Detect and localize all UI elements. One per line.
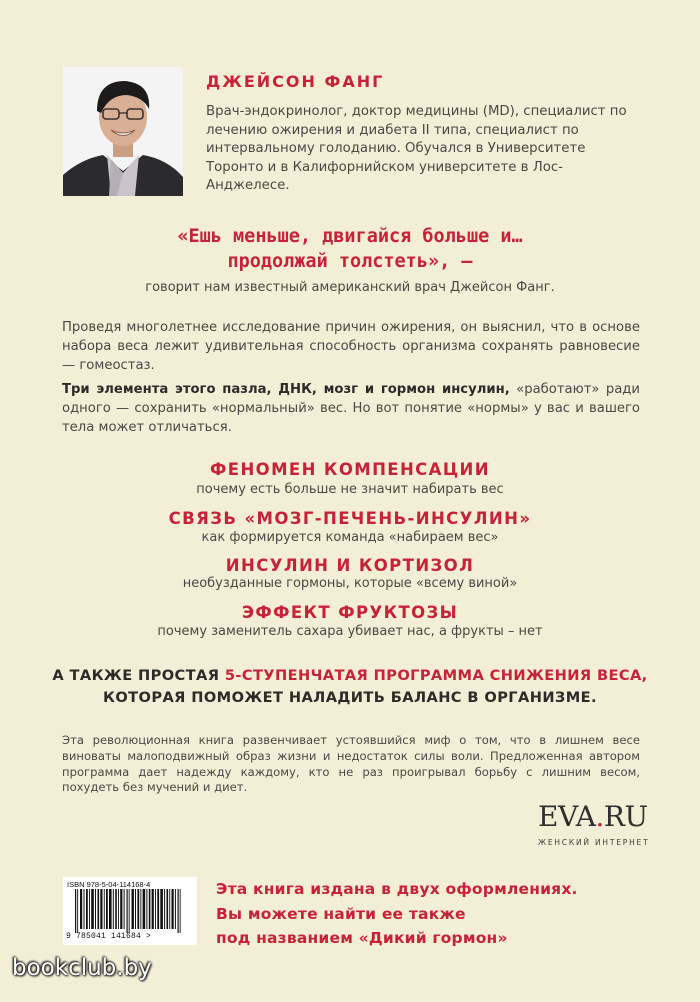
cta-highlight: 5-СТУПЕНЧАТАЯ ПРОГРАММА СНИЖЕНИЯ ВЕСА, xyxy=(224,667,648,684)
topic-title: ЭФФЕКТ ФРУКТОЗЫ xyxy=(241,603,459,622)
topic-subtitle: почему есть больше не значит набирать вес xyxy=(196,482,504,497)
cta-line-1 xyxy=(40,667,660,684)
book-description: Эта революционная книга развенчивает устоявшийся миф о том, что в лишнем весе виноваты малоподвижный образ жизни и недостаток силы воли. Предложенная автором программа дает надежду каждому, кто не раз проигрывал борьбу с лишним весом, похудеть без мучений и диет. xyxy=(62,733,640,795)
edition-note-line: Эта книга издана в двух оформлениях. xyxy=(216,880,578,898)
quote-line-2: продолжай толстеть», — xyxy=(227,251,473,272)
topic-subtitle: необузданные гормоны, которые «всему виной» xyxy=(182,576,518,591)
paragraph-elements xyxy=(62,381,640,437)
eva-ru-tagline: ЖЕНСКИЙ ИНТЕРНЕТ xyxy=(538,838,650,847)
topic-subtitle: как формируется команда «набираем вес» xyxy=(201,530,499,545)
author-bio: Врач-эндокринолог, доктор медицины (MD), специалист по лечению ожирения и диабета II типа, специалист по интервальному голоданию. Обучался в Университете Торонто и в Калифорнийском университете в Лос-Анджелесе. xyxy=(206,104,627,194)
cta-part1: А ТАКЖЕ ПРОСТАЯ xyxy=(52,667,225,684)
quote xyxy=(60,224,640,274)
eva-ru-logo: EVA.RU xyxy=(538,800,648,833)
topic-title: ФЕНОМЕН КОМПЕНСАЦИИ xyxy=(210,460,490,479)
quote-line-1: «Ешь меньше, двигайся больше и… xyxy=(177,226,523,247)
edition-note-line: Вы можете найти ее также xyxy=(216,905,466,923)
isbn-number: ISBN 978-5-04-114168-4 xyxy=(67,880,151,889)
author-photo xyxy=(63,67,183,196)
author-name: ДЖЕЙСОН ФАНГ xyxy=(206,72,385,91)
edition-note-line: под названием «Дикий гормон» xyxy=(216,929,508,947)
topic-title: СВЯЗЬ «МОЗГ-ПЕЧЕНЬ-ИНСУЛИН» xyxy=(168,509,532,528)
topic-title: ИНСУЛИН И КОРТИЗОЛ xyxy=(225,556,475,575)
paragraph-elements-rest: «работают» ради одного — сохранить «нормальный» вес. Но вот понятие «нормы» у вас и вашего тела может отличаться. xyxy=(62,382,640,435)
topic-subtitle: почему заменитель сахара убивает нас, а фрукты – нет xyxy=(157,624,543,639)
quote-attribution: говорит нам известный американский врач Джейсон Фанг. xyxy=(145,280,555,295)
watermark: bookclub.by xyxy=(12,955,152,981)
barcode-digits: 9 785041 141684 > xyxy=(66,932,152,941)
paragraph-research: Проведя многолетнее исследование причин ожирения, он выяснил, что в основе набора веса лежит удивительная способность организма сохранять равновесие — гомеостаз. xyxy=(62,320,640,373)
cta-line-2: КОТОРАЯ ПОМОЖЕТ НАЛАДИТЬ БАЛАНС В ОРГАНИЗМЕ. xyxy=(103,689,597,706)
paragraph-elements-bold: Три элемента этого пазла, ДНК, мозг и гормон инсулин, xyxy=(62,382,510,397)
